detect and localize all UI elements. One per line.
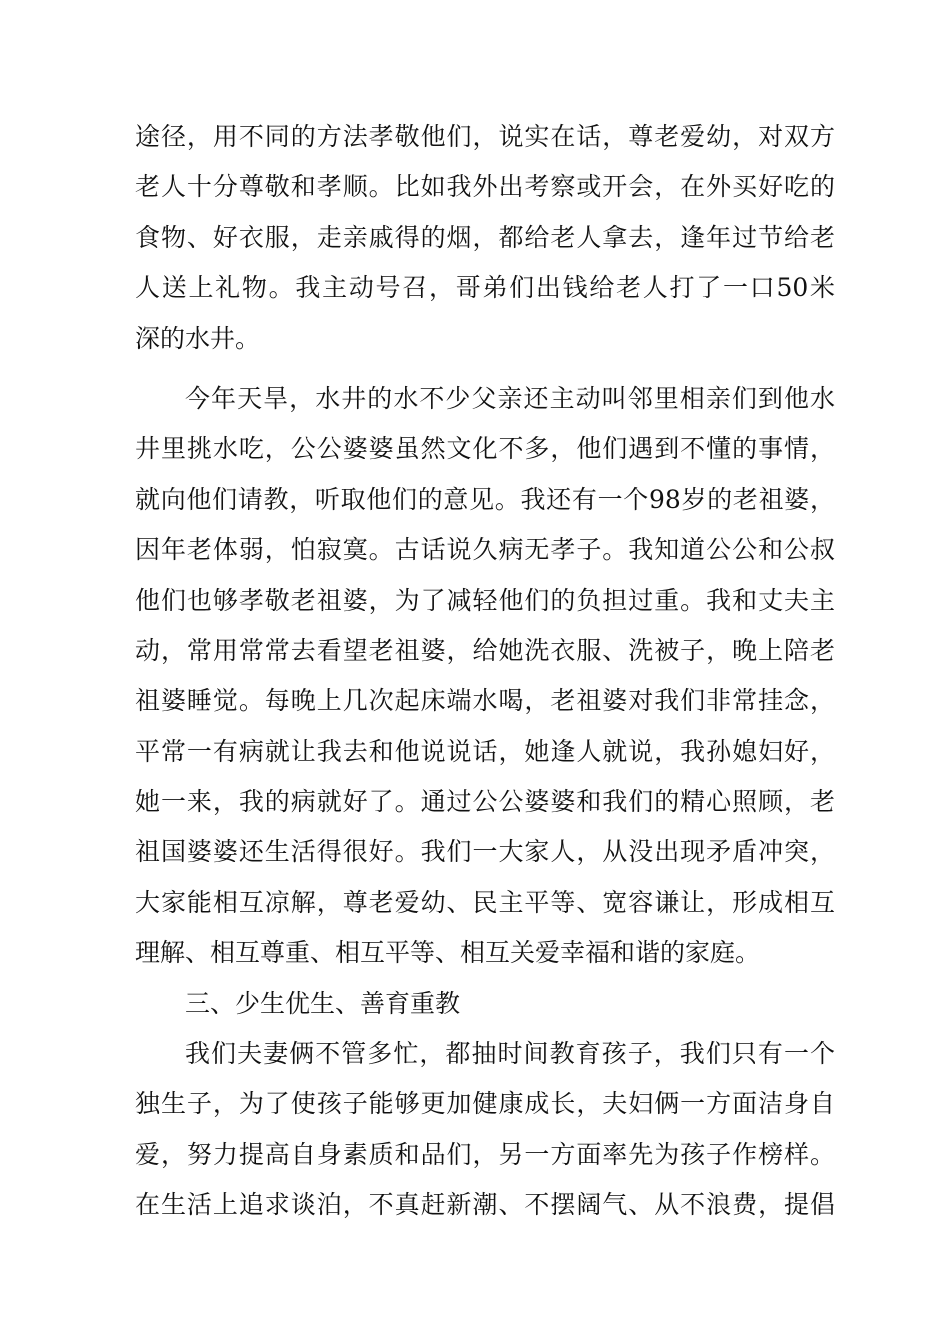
text-line: 途径，用不同的方法孝敬他们，说实在话，尊老爱幼，对双方 <box>135 122 835 151</box>
text-line: 就向他们请教，听取他们的意见。我还有一个98岁的老祖婆， <box>135 484 835 514</box>
paragraph-gap <box>135 364 835 374</box>
text-line: 井里挑水吃，公公婆婆虽然文化不多，他们遇到不懂的事情， <box>135 434 835 464</box>
text-line: 大家能相互凉解，尊老爱幼、民主平等、宽容谦让，形成相互 <box>135 887 835 917</box>
section-heading-text: 三、少生优生、善育重教 <box>185 988 461 1018</box>
text-line: 她一来，我的病就好了。通过公公婆婆和我们的精心照顾，老 <box>135 787 835 817</box>
text-line: 人送上礼物。我主动号召，哥弟们出钱给老人打了一口50米 <box>135 273 835 303</box>
paragraph-2 <box>135 374 835 979</box>
text-line: 他们也够孝敬老祖婆，为了减轻他们的负担过重。我和丈夫主 <box>135 585 835 615</box>
text-line: 平常一有病就让我去和他说说话，她逢人就说，我孙媳妇好， <box>135 736 835 766</box>
text-line: 动，常用常常去看望老祖婆，给她洗衣服、洗被子，晚上陪老 <box>135 635 835 665</box>
paragraph-1 <box>135 112 835 364</box>
text-line: 爱，努力提高自身素质和品们，另一方面率先为孩子作榜样。 <box>135 1139 835 1169</box>
text-line: 我们夫妻俩不管多忙，都抽时间教育孩子，我们只有一个 <box>185 1039 835 1069</box>
text-line: 深的水井。 <box>135 323 261 353</box>
text-line: 祖国婆婆还生活得很好。我们一大家人，从没出现矛盾冲突， <box>135 837 835 867</box>
section-heading <box>135 979 835 1029</box>
text-line: 理解、相互尊重、相互平等、相互关爱幸福和谐的家庭。 <box>135 938 761 968</box>
text-line: 祖婆睡觉。每晚上几次起床端水喝，老祖婆对我们非常挂念， <box>135 686 835 716</box>
text-line: 老人十分尊敬和孝顺。比如我外出考察或开会，在外买好吃的 <box>135 172 835 202</box>
document-body <box>135 112 835 1231</box>
text-line: 今年天旱，水井的水不少父亲还主动叫邻里相亲们到他水 <box>185 383 835 413</box>
text-line: 食物、好衣服，走亲戚得的烟，都给老人拿去，逢年过节给老 <box>135 222 835 252</box>
text-line: 在生活上追求谈泊，不真赶新潮、不摆阔气、从不浪费，提倡 <box>135 1190 835 1220</box>
text-line: 独生子，为了使孩子能够更加健康成长，夫妇俩一方面洁身自 <box>135 1089 835 1119</box>
text-line: 因年老体弱，怕寂寞。古话说久病无孝子。我知道公公和公叔 <box>135 535 835 565</box>
paragraph-3 <box>135 1029 835 1231</box>
